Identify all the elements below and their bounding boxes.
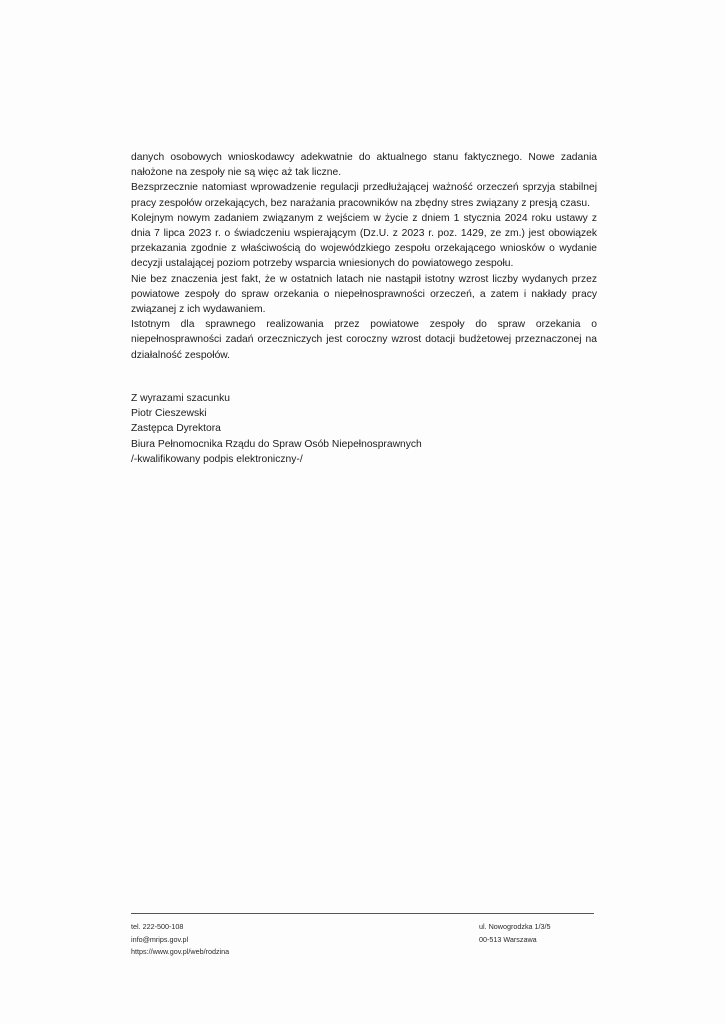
- paragraph-no-growth: Nie bez znaczenia jest fakt, że w ostatnich latach nie nastąpił istotny wzrost liczby wydanych przez powiatowe zespoły do spraw orzekania o niepełnosprawności orzeczeń, a zatem i nakłady pracy związanej z ich wydawaniem.: [131, 273, 597, 316]
- letter-closing: [131, 391, 591, 467]
- signatory-position: Zastępca Dyrektora: [131, 423, 221, 435]
- signatory-office: Biura Pełnomocnika Rządu do Spraw Osób Niepełnosprawnych: [131, 438, 422, 450]
- footer-street: ul. Nowogrodzka 1/3/5: [479, 922, 551, 931]
- signature-note: /-kwalifikowany podpis elektroniczny-/: [131, 453, 303, 465]
- footer-address: [479, 921, 551, 946]
- closing-salutation: Z wyrazami szacunku: [131, 393, 230, 404]
- signatory-name: Piotr Cieszewski: [131, 408, 207, 420]
- letter-body: [131, 150, 597, 363]
- footer-email[interactable]: info@mrips.gov.pl: [131, 934, 189, 944]
- paragraph-budget-subsidy: Istotnym dla sprawnego realizowania przez powiatowe zespoły do spraw orzekania o niepełnosprawności zadań orzeczniczych jest coroczny wzrost dotacji budżetowej przeznaczonej na działalność zespołów.: [131, 319, 597, 361]
- footer-phone: tel. 222-500-108: [131, 922, 184, 931]
- paragraph-new-task: Kolejnym nowym zadaniem związanym z wejściem w życie z dniem 1 stycznia 2024 roku ustawy z dnia 7 lipca 2023 r. o świadczeniu wspierającym (Dz.U. z 2023 r. poz. 1429, ze zm.) jest obowiązek przekazania zgodnie z właściwością do wojewódzkiego zespołu orzekającego wniosków o wydanie decyzji ustalającej poziom potrzeby wsparcia wniesionych do powiatowego zespołu.: [131, 212, 597, 270]
- paragraph-validity-regulation: Bezsprzecznie natomiast wprowadzenie regulacji przedłużającej ważność orzeczeń sprzyja stabilnej pracy zespołów orzekających, bez narażania pracowników na zbędny stres związany z presją czasu.: [131, 182, 597, 209]
- paragraph-personal-data: danych osobowych wnioskodawcy adekwatnie do aktualnego stanu faktycznego. Nowe zadania nałożone na zespoły nie są więc aż tak liczne.: [131, 152, 597, 179]
- footer-contact: [131, 921, 229, 959]
- footer-website[interactable]: https://www.gov.pl/web/rodzina: [131, 947, 230, 957]
- footer-city: 00-513 Warszawa: [479, 934, 537, 944]
- footer-divider: [131, 913, 594, 914]
